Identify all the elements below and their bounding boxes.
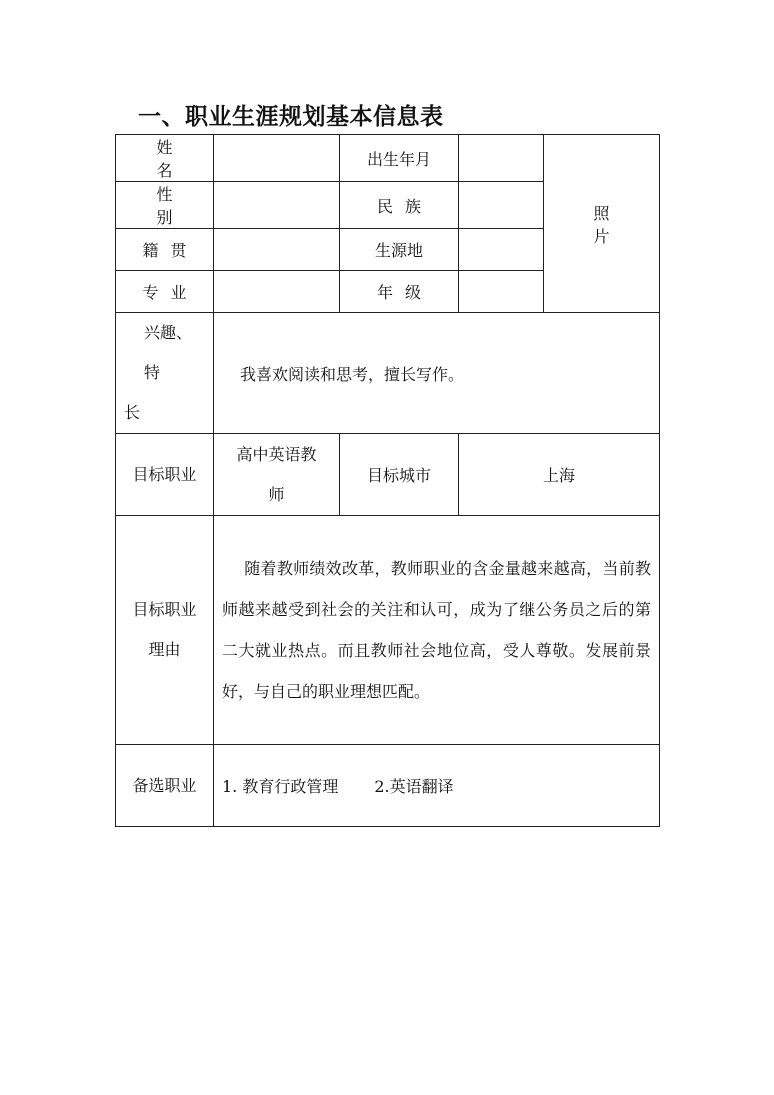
gender-label: 性别 [116,182,214,229]
alternative-item-1: 1. 教育行政管理 [222,777,339,796]
name-label: 姓名 [116,135,214,182]
gender-value-cell[interactable] [214,182,340,229]
row-name [116,135,660,182]
row-reason [116,516,660,745]
ethnicity-value-cell[interactable] [459,182,544,229]
hometown-label: 籍贯 [116,229,214,271]
reason-label: 目标职业理由 [116,516,214,745]
birth-label: 出生年月 [340,135,459,182]
alternative-item-2: 2.英语翻译 [374,777,454,796]
grade-label: 年级 [340,271,459,313]
major-value-cell[interactable] [214,271,340,313]
career-info-table [115,134,660,827]
major-label: 专业 [116,271,214,313]
page-title: 一、职业生涯规划基本信息表 [138,104,444,130]
row-alternative [116,745,660,827]
grade-value-cell[interactable] [459,271,544,313]
origin-value-cell[interactable] [459,229,544,271]
hometown-value-cell[interactable] [214,229,340,271]
ethnicity-label: 民族 [340,182,459,229]
hobby-label-line1: 兴趣、特 [144,323,193,382]
origin-label: 生源地 [340,229,459,271]
reason-text: 随着教师绩效改革，教师职业的含金量越来越高，当前教师越来越受到社会的关注和认可，成为了继公务员之后的第二大就业热点。而且教师社会地位高，受人尊敬。发展前景好，与自己的职业理想匹配。 [222,559,651,701]
photo-cell: 照片 [544,135,660,313]
alternative-value[interactable] [214,745,660,827]
row-hobby [116,313,660,434]
target-city-label: 目标城市 [340,434,459,516]
reason-value[interactable] [214,516,660,745]
birth-value-cell[interactable] [459,135,544,182]
hobby-label-line2: 长 [124,403,141,422]
target-job-label: 目标职业 [116,434,214,516]
hobby-label [116,313,214,434]
target-city-value[interactable]: 上海 [459,434,660,516]
hobby-value[interactable]: 我喜欢阅读和思考，擅长写作。 [214,313,660,434]
alternative-label: 备选职业 [116,745,214,827]
name-value-cell[interactable] [214,135,340,182]
target-job-value[interactable]: 高中英语教师 [214,434,340,516]
row-target [116,434,660,516]
